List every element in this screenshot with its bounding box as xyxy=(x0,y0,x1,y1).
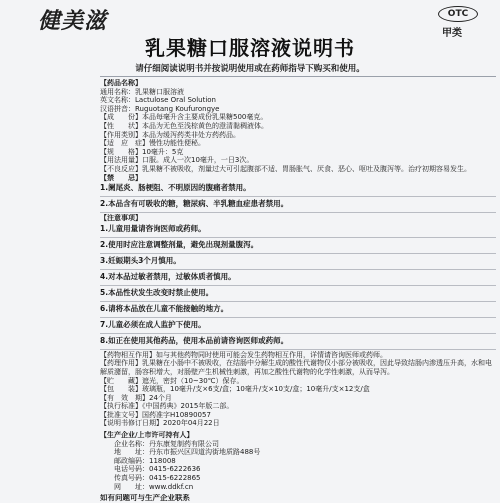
precaution-item: 8.如正在使用其他药品，使用本品前请咨询医师或药师。 xyxy=(100,335,496,350)
fax-number: 传真号码：0415-6222865 xyxy=(114,474,201,483)
insert-body xyxy=(100,74,496,503)
contraindication-item: 2.本品含有可吸收的糖，糖尿病、半乳糖血症患者禁用。 xyxy=(100,198,496,213)
package: 【包 装】玻璃瓶，10毫升/支×6支/盒；10毫升/支×10支/盒；10毫升/支×12支/盒 xyxy=(100,385,370,394)
website: 网 址：www.ddkf.cn xyxy=(114,482,194,491)
postcode: 邮政编码：118008 xyxy=(114,456,176,465)
precaution-item: 7.儿童必须在成人监护下使用。 xyxy=(100,319,496,334)
ingredients: 【成 份】本品每毫升含主要成份乳果糖500毫克。 xyxy=(100,113,268,122)
precautions-heading: 【注意事项】 xyxy=(100,214,142,223)
otc-class-label: 甲类 xyxy=(442,28,462,39)
otc-badge: OTC xyxy=(438,6,478,22)
specification: 【规 格】10毫升：5克 xyxy=(100,147,184,156)
drug-name-heading: 【药品名称】 xyxy=(100,79,142,87)
drug-name-section xyxy=(100,76,496,113)
document-title: 乳果糖口服溶液说明书 xyxy=(145,36,355,60)
usage-notice: 请仔细阅读说明书并按说明使用或在药师指导下购买和使用。 xyxy=(135,64,365,74)
storage: 【贮 藏】遮光，密封（10~30℃）保存。 xyxy=(100,376,244,385)
generic-name: 通用名称：乳果糖口服溶液 xyxy=(100,87,184,96)
precaution-item: 6.请将本品放在儿童不能接触的地方。 xyxy=(100,303,496,318)
precaution-item: 4.对本品过敏者禁用，过敏体质者慎用。 xyxy=(100,271,496,286)
validity: 【有 效 期】24个月 xyxy=(100,393,172,402)
precaution-item: 3.妊娠期头3个月慎用。 xyxy=(100,255,496,270)
description: 【性 状】本品为无色至浅棕黄色的澄清黏稠液体。 xyxy=(100,121,268,130)
pharmacology: 【药理作用】乳果糖在小肠中不被吸收，在结肠中分解生成的酸性代谢物仅小部分被吸收，因此导致结肠内渗透压升高，水和电解质潴留，肠容积增大，对肠壁产生机械性刺激，再加之酸性代谢物的化学性刺激，从而导泻。 xyxy=(100,359,492,376)
revision-date: 【说明书修订日期】2020年04月22日 xyxy=(100,419,220,428)
pinyin-name: 汉语拼音：Ruguotang Koufurongye xyxy=(100,104,220,113)
brand-logo: 健美滋 xyxy=(38,8,108,34)
adverse-reactions: 【不良反应】乳果糖不被吸收，剂量过大可引起腹部不适、胃肠胀气、厌食、恶心、呕吐及腹泻等。治疗初期容易发生。 xyxy=(100,164,471,173)
approval-number: 【批准文号】国药准字H10890057 xyxy=(100,410,211,419)
indications: 【适 应 症】慢性功能性便秘。 xyxy=(100,139,205,148)
drug-interactions: 【药物相互作用】如与其他药物同时使用可能会发生药物相互作用，详情请咨询医师或药师。 xyxy=(100,350,387,359)
precaution-item: 5.本品性状发生改变时禁止使用。 xyxy=(100,287,496,302)
contraindications-heading: 【禁 忌】 xyxy=(100,173,142,182)
contact-footer: 如有问题可与生产企业联系 xyxy=(100,494,190,503)
precaution-item: 1.儿童用量请咨询医师或药师。 xyxy=(100,223,496,238)
dosage: 【用法用量】口服。成人一次10毫升，一日3次。 xyxy=(100,156,254,165)
manufacturer-heading: 【生产企业/上市许可持有人】 xyxy=(100,431,194,440)
standard: 【执行标准】《中国药典》2015年版二部。 xyxy=(100,402,234,411)
english-name: 英文名称：Lactulose Oral Solution xyxy=(100,96,216,105)
company-address: 地 址：丹东市振兴区四道沟街地质路488号 xyxy=(114,448,261,457)
action-category: 【作用类别】本品为缓泻药类非处方药药品。 xyxy=(100,130,240,139)
company-name: 企业名称：丹东康复制药有限公司 xyxy=(114,439,219,448)
phone-number: 电话号码：0415-6222636 xyxy=(114,465,201,474)
precaution-item: 2.使用时应注意调整剂量，避免出现剂量腹泻。 xyxy=(100,239,496,254)
contraindication-item: 1.阑尾炎、肠梗阻、不明原因的腹痛者禁用。 xyxy=(100,182,496,197)
